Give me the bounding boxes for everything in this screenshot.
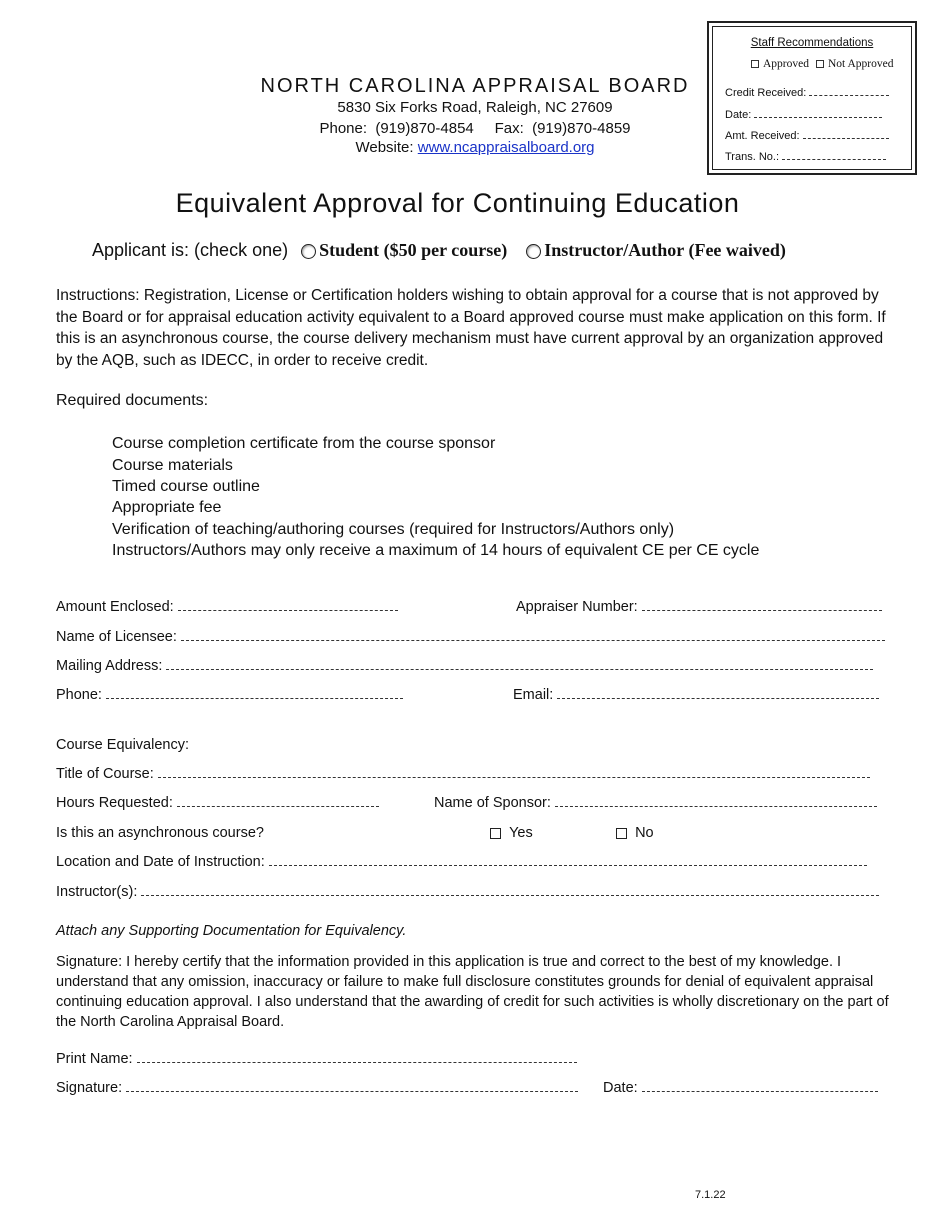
attach-documentation-note: Attach any Supporting Documentation for Equivalency. xyxy=(56,923,407,939)
amount-enclosed-row: Amount Enclosed: xyxy=(56,599,398,615)
title-of-course-row: Title of Course: xyxy=(56,766,870,782)
applicant-type-row xyxy=(92,240,786,261)
form-version: 7.1.22 xyxy=(695,1189,726,1201)
location-date-row: Location and Date of Instruction: xyxy=(56,854,867,870)
required-document-item: Appropriate fee xyxy=(112,499,222,516)
sign-date-row: Date: xyxy=(603,1080,878,1096)
mailing-address-field[interactable] xyxy=(166,658,873,670)
amt-received-row[interactable]: Amt. Received: xyxy=(725,129,889,142)
location-date-field[interactable] xyxy=(269,854,867,866)
appraiser-number-row: Appraiser Number: xyxy=(516,599,882,615)
sign-date-field[interactable] xyxy=(642,1080,878,1092)
instructors-field[interactable] xyxy=(141,884,879,896)
email-row: Email: xyxy=(513,687,879,703)
form-title: Equivalent Approval for Continuing Education xyxy=(175,188,740,218)
name-of-licensee-field[interactable] xyxy=(181,629,885,641)
signature-statement: Signature: I hereby certify that the information provided in this application is true and correct to the best of my knowledge. I understand that any omission, inaccuracy or failure to make full disclosure constitutes grounds for denial of equivalent appraisal continuing education approval. I also understand that the awarding of credit for such activities is wholly discretionary on the part of the North Carolina Appraisal Board. xyxy=(56,954,889,1030)
required-document-item: Timed course outline xyxy=(112,478,260,495)
staff-date-row[interactable]: Date: xyxy=(725,108,882,121)
name-of-sponsor-row: Name of Sponsor: xyxy=(434,795,877,811)
website-link[interactable]: www.ncappraisalboard.org xyxy=(417,139,595,156)
staff-recommendations-title: Staff Recommendations xyxy=(750,37,874,49)
signature-field[interactable] xyxy=(126,1080,578,1092)
instructors-row: Instructor(s): xyxy=(56,884,879,900)
course-equivalency-heading: Course Equivalency: xyxy=(56,737,189,753)
not-approved-checkbox[interactable] xyxy=(816,60,824,68)
async-no-checkbox[interactable] xyxy=(616,828,627,839)
required-document-item: Course completion certificate from the course sponsor xyxy=(112,435,496,452)
required-documents-heading: Required documents: xyxy=(56,392,209,409)
required-document-item: Course materials xyxy=(112,457,233,474)
org-phone-fax: Phone: (919)870-4854 Fax: (919)870-4859 xyxy=(319,120,631,137)
approved-checkbox[interactable] xyxy=(751,60,759,68)
print-name-field[interactable] xyxy=(137,1051,577,1063)
staff-approved-option[interactable]: Approved xyxy=(751,58,809,70)
phone-field[interactable] xyxy=(106,687,403,699)
instructor-option-label: Instructor/Author (Fee waived) xyxy=(544,240,786,260)
hours-requested-row: Hours Requested: xyxy=(56,795,379,811)
appraiser-number-field[interactable] xyxy=(642,599,882,611)
student-radio[interactable] xyxy=(301,244,316,259)
org-address: 5830 Six Forks Road, Raleigh, NC 27609 xyxy=(337,99,613,116)
print-name-row: Print Name: xyxy=(56,1051,577,1067)
credit-received-row[interactable]: Credit Received: xyxy=(725,86,889,99)
hours-requested-field[interactable] xyxy=(177,795,379,807)
signature-row: Signature: xyxy=(56,1080,578,1096)
org-name: NORTH CAROLINA APPRAISAL BOARD xyxy=(260,75,690,97)
trans-no-row[interactable]: Trans. No.: xyxy=(725,150,886,163)
name-of-licensee-row: Name of Licensee: xyxy=(56,629,885,645)
async-yes-checkbox[interactable] xyxy=(490,828,501,839)
applicant-label: Applicant is: (check one) xyxy=(92,240,289,260)
instructor-radio[interactable] xyxy=(526,244,541,259)
student-option-label: Student ($50 per course) xyxy=(319,240,508,260)
email-field[interactable] xyxy=(557,687,879,699)
instructions-paragraph: Instructions: Registration, License or Certification holders wishing to obtain approval for a course that is not approved by the Board or for appraisal education activity equivalent to a Board approved course must make application on this form. If this is an asynchronous course, the course delivery mechanism must have current approval by an organization approved by the AQB, such as IDECC, in order to receive credit. xyxy=(56,287,886,369)
required-document-item: Instructors/Authors may only receive a maximum of 14 hours of equivalent CE per CE cycle xyxy=(112,542,760,559)
org-website: Website: www.ncappraisalboard.org xyxy=(355,139,595,156)
phone-row: Phone: xyxy=(56,687,403,703)
title-of-course-field[interactable] xyxy=(158,766,870,778)
async-question: Is this an asynchronous course? xyxy=(56,825,264,841)
mailing-address-row: Mailing Address: xyxy=(56,658,873,674)
required-document-item: Verification of teaching/authoring courses (required for Instructors/Authors only) xyxy=(112,521,675,538)
staff-not-approved-option[interactable]: Not Approved xyxy=(816,58,893,70)
amount-enclosed-field[interactable] xyxy=(178,599,398,611)
async-no-option[interactable]: No xyxy=(616,825,654,841)
name-of-sponsor-field[interactable] xyxy=(555,795,877,807)
async-yes-option[interactable]: Yes xyxy=(490,825,533,841)
